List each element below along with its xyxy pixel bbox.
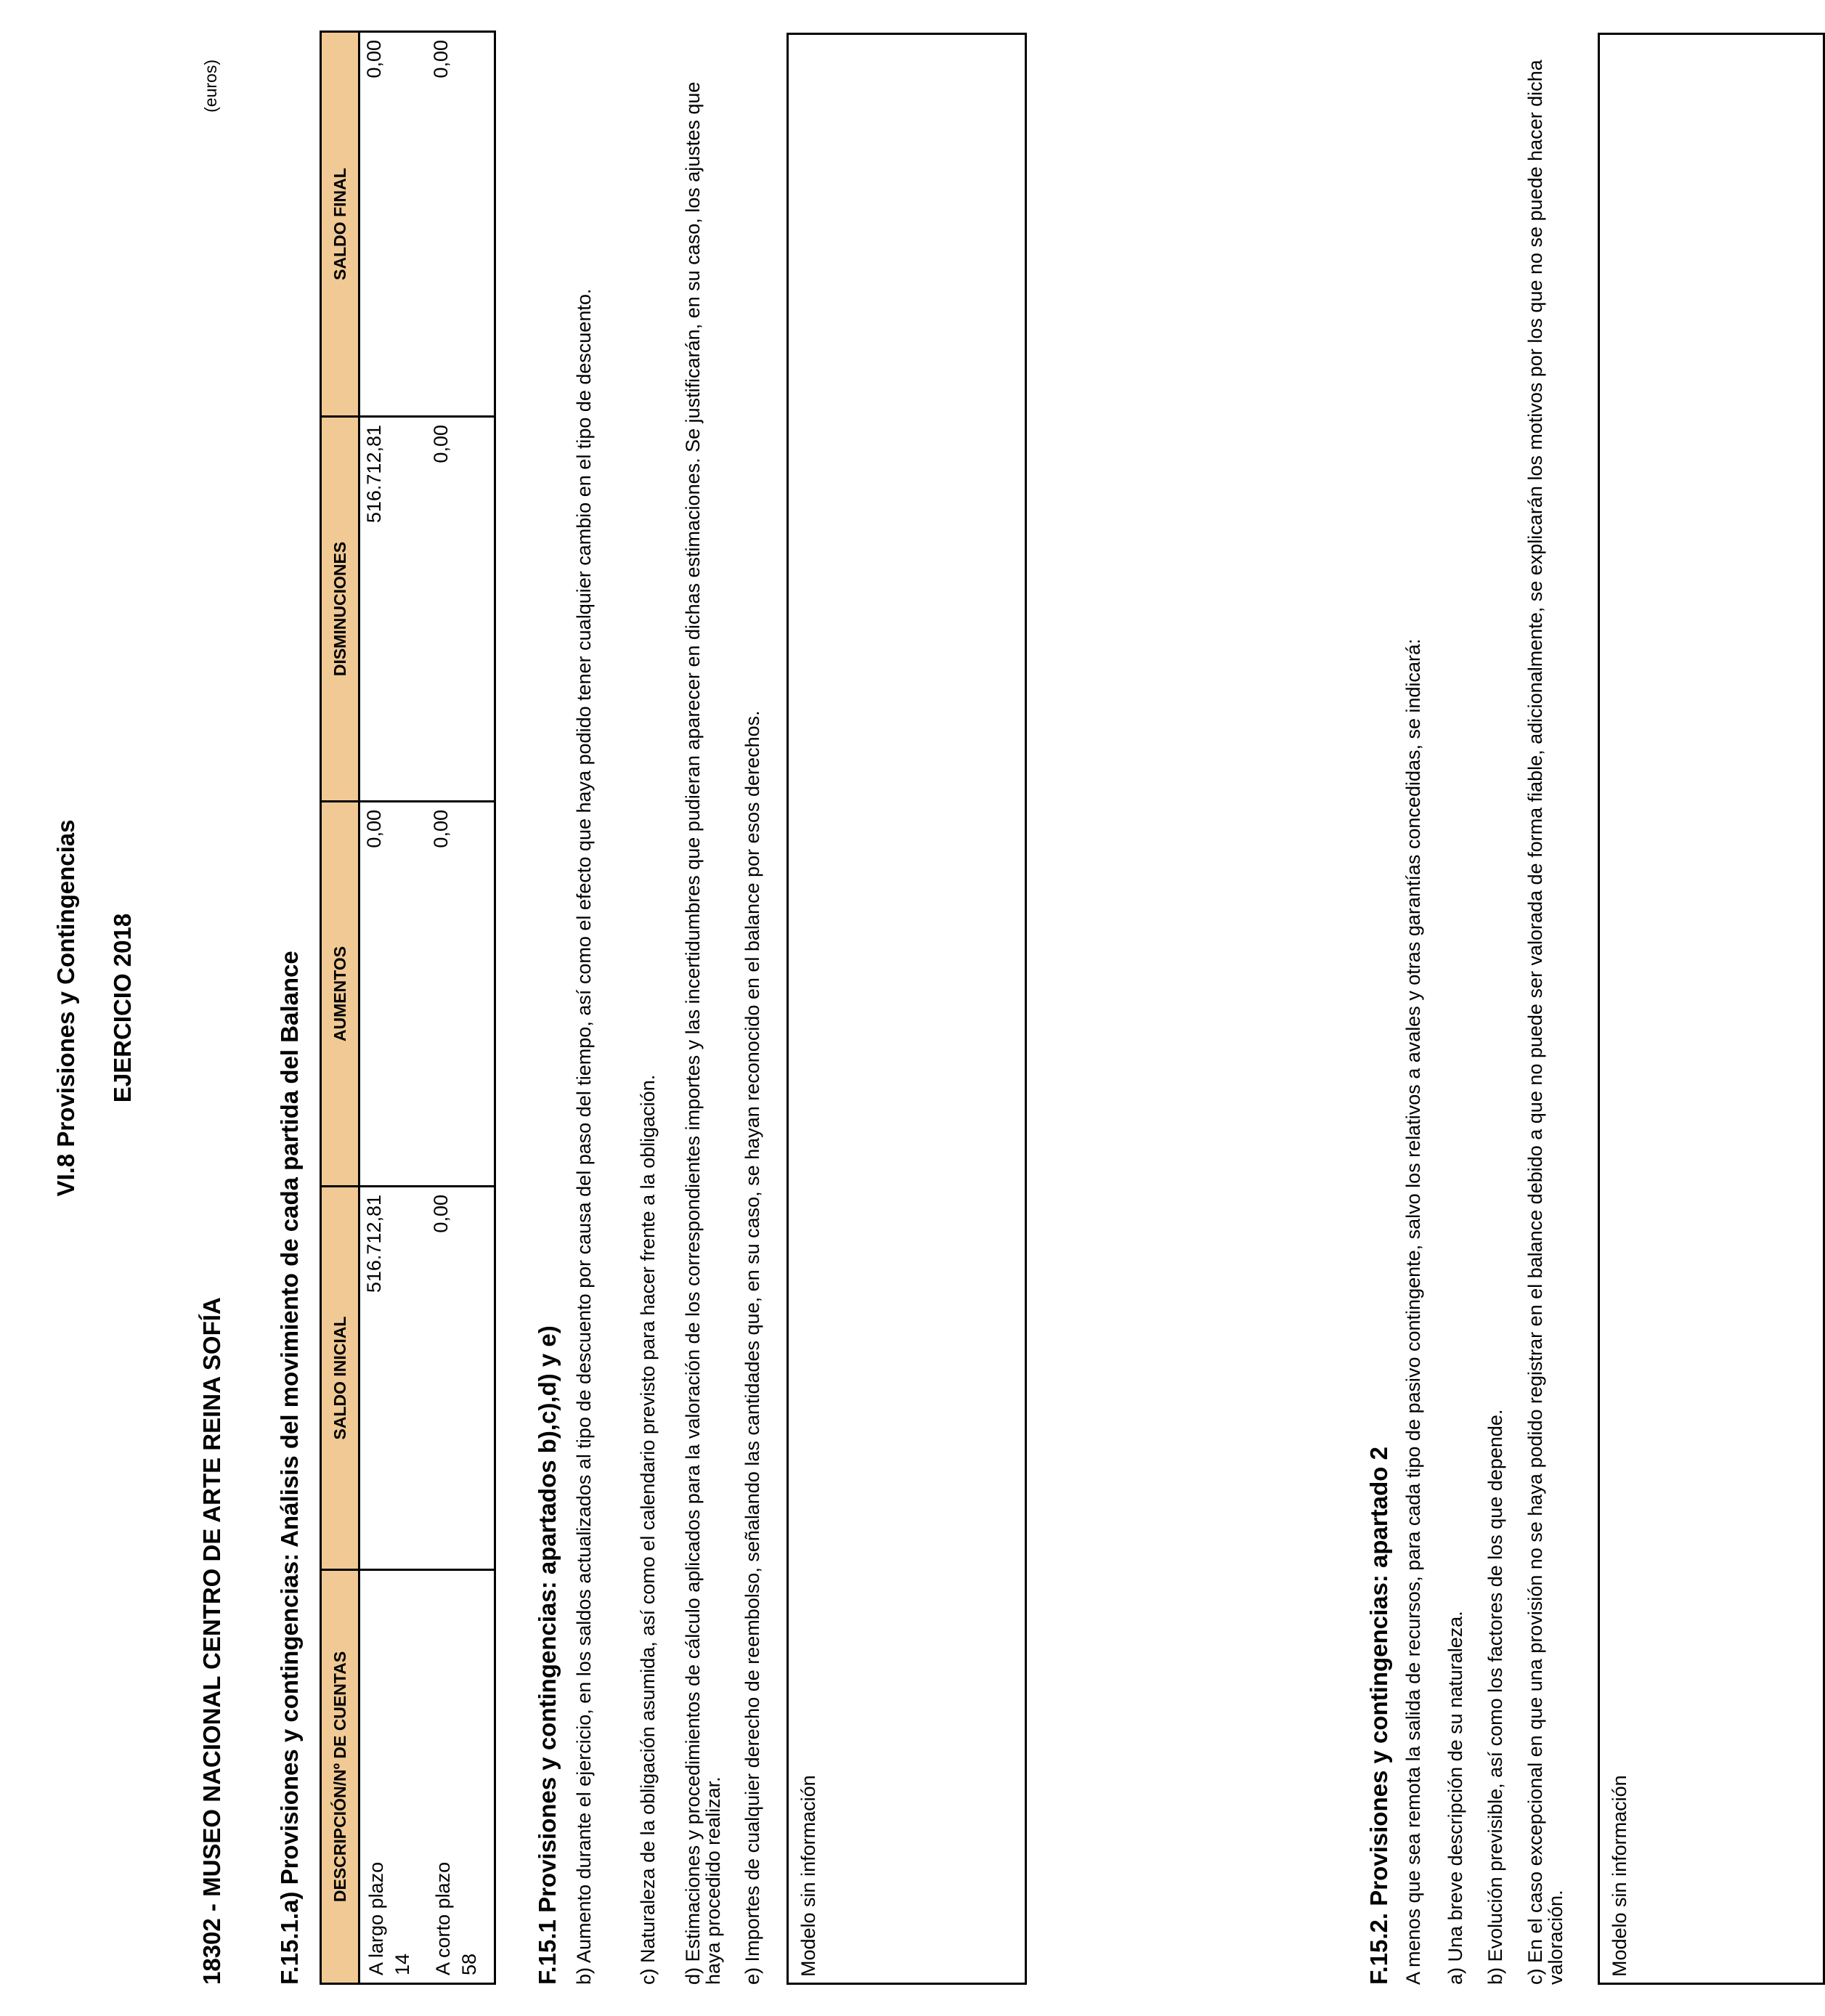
info-box-text: Modelo sin información xyxy=(797,1775,819,1977)
info-box-f152 xyxy=(1598,33,1825,1985)
column-header-saldo-final: SALDO FINAL xyxy=(321,32,359,417)
paragraph-intro: A menos que sea remota la salida de recursos, para cada tipo de pasivo contingente, salvo los relativos a avales y otras garantías concedidas, se indicará: xyxy=(1402,638,1424,1985)
entity-name: 18302 - MUSEO NACIONAL CENTRO DE ARTE REINA SOFÍA xyxy=(198,1297,225,1985)
row-account-number: 14 xyxy=(391,1953,414,1975)
paragraph-b2: b) Evolución previsible, así como los factores de los que depende. xyxy=(1484,1409,1506,1985)
cell-disminuciones: 0,00 xyxy=(427,417,495,802)
info-box-text: Modelo sin información xyxy=(1609,1775,1630,1977)
column-header-saldo-inicial: SALDO INICIAL xyxy=(321,1187,359,1570)
paragraph-e: e) Importes de cualquier derecho de reembolso, señalando las cantidades que, en su caso, se hayan reconocido en el balance por esos derechos. xyxy=(741,710,763,1985)
cell-saldo-inicial: 0,00 xyxy=(427,1187,495,1570)
row-account-number: 58 xyxy=(458,1953,481,1975)
section-title-f152: F.15.2. Provisiones y contingencias: apartado 2 xyxy=(1365,1447,1392,1985)
row-description: A largo plazo xyxy=(365,1861,387,1975)
paragraph-c2: c) En el caso excepcional en que una provisión no se haya podido registrar en el balance debido a que no puede ser valorada de forma fiable, adicionalmente, se explicarán los motivos por los que no se puede hacer dicha valoración. xyxy=(1524,60,1567,1985)
paragraph-d: d) Estimaciones y procedimientos de cálculo aplicados para la valoración de los correspondientes importes y las incertidumbres que pudieran aparecer en dichas estimaciones. Se justificarán, en su caso, los ajustes que haya procedido realizar. xyxy=(682,81,725,1985)
section-title-f151: F.15.1 Provisiones y contingencias: apartados b),c),d) y e) xyxy=(534,1325,561,1985)
paragraph-c: c) Naturaleza de la obligación asumida, así como el calendario previsto para hacer frente a la obligación. xyxy=(637,1074,659,1985)
info-box-f151 xyxy=(787,33,1027,1985)
row-description-cell xyxy=(359,1570,428,1984)
paragraph-b: b) Aumento durante el ejercicio, en los saldos actualizados al tipo de descuento por causa del paso del tiempo, así como el efecto que haya podido tener cualquier cambio en el tipo de descuento. xyxy=(573,288,595,1985)
cell-saldo-inicial: 516.712,81 xyxy=(359,1187,428,1570)
movements-table xyxy=(320,31,496,1985)
table-header-row xyxy=(321,32,359,1984)
cell-saldo-final: 0,00 xyxy=(359,32,428,417)
section-title-f151a: F.15.1.a) Provisiones y contingencias: Análisis del movimiento de cada partida del Balance xyxy=(276,951,303,1985)
cell-aumentos: 0,00 xyxy=(359,802,428,1187)
column-header-aumentos: AUMENTOS xyxy=(321,802,359,1187)
page-subtitle: EJERCICIO 2018 xyxy=(109,913,136,1103)
row-description: A corto plazo xyxy=(432,1861,454,1975)
page-title: VI.8 Provisiones y Contingencias xyxy=(52,819,79,1197)
column-header-disminuciones: DISMINUCIONES xyxy=(321,417,359,802)
table-row xyxy=(427,32,495,1984)
paragraph-a: a) Una breve descripción de su naturaleza. xyxy=(1444,1611,1466,1985)
cell-saldo-final: 0,00 xyxy=(427,32,495,417)
units-label: (euros) xyxy=(201,60,220,113)
cell-disminuciones: 516.712,81 xyxy=(359,417,428,802)
row-description-cell xyxy=(427,1570,495,1984)
cell-aumentos: 0,00 xyxy=(427,802,495,1187)
column-header-description: DESCRIPCIÓN/Nº DE CUENTAS xyxy=(321,1570,359,1984)
table-row xyxy=(359,32,428,1984)
